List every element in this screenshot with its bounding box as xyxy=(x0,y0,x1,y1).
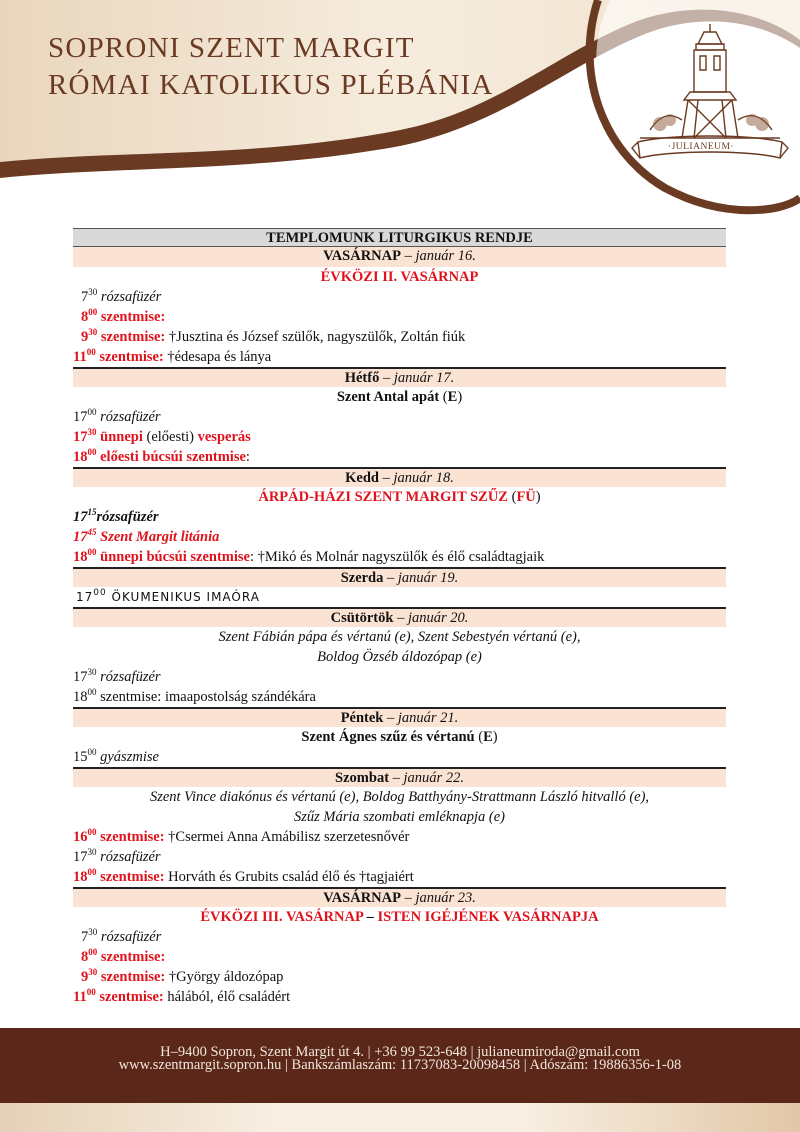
service-line xyxy=(73,687,726,707)
time: 17 xyxy=(76,590,94,604)
day-date: – január 22. xyxy=(389,770,464,786)
time: 18 xyxy=(73,449,88,465)
saint-of-day xyxy=(73,387,726,407)
time-minutes: 30 xyxy=(88,327,98,337)
time: 9 xyxy=(81,329,89,345)
time-minutes: 00 xyxy=(86,347,96,357)
service-line xyxy=(73,987,726,1007)
service-line xyxy=(73,307,726,327)
service-line xyxy=(73,407,726,427)
time-minutes: 00 xyxy=(87,407,97,417)
time: 9 xyxy=(81,969,89,985)
time: 17 xyxy=(73,429,88,445)
intention: †Csermei Anna Amábilisz szerzetesnővér xyxy=(164,829,410,845)
service-name: ÖKUMENIKUS IMAÓRA xyxy=(106,590,260,604)
saints-line-2: Boldog Özséb áldozópap (e) xyxy=(317,649,482,665)
service-line xyxy=(73,347,726,367)
schedule-title: TEMPLOMUNK LITURGIKUS RENDJE xyxy=(73,228,726,247)
service-line xyxy=(73,427,726,447)
time-minutes: 00 xyxy=(87,747,97,757)
rank-close: ) xyxy=(492,729,498,745)
service-name: szentmise: imaapostolság szándékára xyxy=(96,689,316,705)
rank: FÜ xyxy=(516,489,536,505)
parish-name-line2: RÓMAI KATOLIKUS PLÉBÁNIA xyxy=(48,69,494,101)
service-line xyxy=(73,827,726,847)
time-minutes: 00 xyxy=(88,947,98,957)
service-name: szentmise: xyxy=(97,969,166,985)
day-header-sunday-1 xyxy=(73,247,726,267)
service-name: szentmise: xyxy=(96,869,165,885)
day-header-saturday xyxy=(73,767,726,787)
service-name: ünnepi búcsúi szentmise xyxy=(96,549,250,565)
intention: : †Mikó és Molnár nagyszülők és élő családtagjaik xyxy=(250,549,545,565)
feast-name: ÁRPÁD-HÁZI SZENT MARGIT SZŰZ xyxy=(258,489,508,505)
time: 11 xyxy=(73,989,87,1005)
time-minutes: 00 xyxy=(88,307,98,317)
day-name: Szombat xyxy=(335,770,390,786)
feast-dash: – xyxy=(363,909,378,925)
service-line xyxy=(73,447,726,467)
day-date: – január 20. xyxy=(393,610,469,626)
time-minutes: 30 xyxy=(88,927,98,937)
service-line xyxy=(73,287,726,307)
intention: †Jusztina és József szülők, nagyszülők, Zoltán fiúk xyxy=(165,329,466,345)
logo-caption: ·JULIANEUM· xyxy=(667,142,735,152)
time: 17 xyxy=(73,509,88,525)
service-name: szentmise: xyxy=(96,829,165,845)
day-date: – január 23. xyxy=(400,890,476,906)
time: 7 xyxy=(81,929,89,945)
liturgical-schedule xyxy=(73,228,726,1007)
time-minutes: 45 xyxy=(87,527,97,537)
footer-stripe xyxy=(0,1103,800,1132)
time-minutes: 00 xyxy=(87,827,97,837)
rank: E xyxy=(447,389,458,405)
service-name: szentmise: xyxy=(95,349,164,365)
day-name: Hétfő xyxy=(344,370,380,386)
intention: Horváth és Grubits család élő és †tagjaiért xyxy=(164,869,414,885)
saint-name: Szent Ágnes szűz és vértanú xyxy=(301,729,475,745)
service-line xyxy=(73,967,726,987)
rank-open: ( xyxy=(507,489,517,505)
saint-name: Szent Antal apát xyxy=(336,389,440,405)
time: 11 xyxy=(73,349,87,365)
service-name: rózsafüzér xyxy=(97,289,162,305)
day-header-sunday-2 xyxy=(73,887,726,907)
feast-title xyxy=(73,487,726,507)
day-name: Kedd xyxy=(345,470,379,486)
day-name: VASÁRNAP xyxy=(323,890,401,906)
time: 17 xyxy=(73,409,88,425)
service-name: előesti búcsúi szentmise xyxy=(96,449,246,465)
rank-close: ) xyxy=(457,389,463,405)
service-name: szentmise: xyxy=(95,989,164,1005)
time-minutes: 15 xyxy=(87,507,97,517)
service-line xyxy=(73,587,726,607)
time-minutes: 30 xyxy=(88,967,98,977)
feast-title xyxy=(73,907,726,927)
service-note: (előesti) xyxy=(142,429,198,445)
intention: hálából, élő családért xyxy=(163,989,291,1005)
time: 16 xyxy=(73,829,88,845)
service-line xyxy=(73,507,726,527)
time: 17 xyxy=(73,529,88,545)
rank-close: ) xyxy=(535,489,541,505)
day-name: Csütörtök xyxy=(330,610,394,626)
service-name: rózsafüzér xyxy=(96,669,161,685)
service-line xyxy=(73,667,726,687)
time-minutes: 00 xyxy=(86,987,96,997)
day-date: – január 19. xyxy=(383,570,459,586)
service-name: szentmise: xyxy=(97,949,166,965)
page-header xyxy=(0,0,800,215)
day-header-tuesday xyxy=(73,467,726,487)
service-line xyxy=(73,327,726,347)
day-date: – január 16. xyxy=(400,248,476,264)
time: 18 xyxy=(73,689,88,705)
service-name: rózsafüzér xyxy=(96,409,161,425)
feast-title: ÉVKÖZI II. VASÁRNAP xyxy=(320,269,479,285)
time-minutes: 30 xyxy=(87,667,97,677)
intention: : xyxy=(245,449,250,465)
service-name: szentmise: xyxy=(97,329,166,345)
time: 17 xyxy=(73,669,88,685)
time: 7 xyxy=(81,289,89,305)
time-minutes: 00 xyxy=(93,588,107,598)
saint-of-day xyxy=(73,727,726,747)
time-minutes: 30 xyxy=(88,287,98,297)
bank-line: www.szentmargit.sopron.hu | Bankszámlaszám: 11737083-20098458 | Adószám: 19886356-1-08 xyxy=(118,1057,682,1073)
day-date: – január 21. xyxy=(383,710,459,726)
time: 8 xyxy=(81,949,89,965)
time-minutes: 00 xyxy=(87,447,97,457)
day-name: Péntek xyxy=(340,710,384,726)
feast-subtitle: ISTEN IGÉJÉNEK VASÁRNAPJA xyxy=(377,909,599,925)
day-header-thursday xyxy=(73,607,726,627)
time: 18 xyxy=(73,549,88,565)
service-name: gyászmise xyxy=(96,749,159,765)
service-name: Szent Margit litánia xyxy=(96,529,220,545)
service-name: rózsafüzér xyxy=(96,509,159,525)
time-minutes: 00 xyxy=(87,867,97,877)
intention: †édesapa és lánya xyxy=(163,349,272,365)
rank-open: ( xyxy=(474,729,484,745)
time-minutes: 00 xyxy=(87,547,97,557)
day-name: VASÁRNAP xyxy=(323,248,401,264)
time-minutes: 30 xyxy=(87,847,97,857)
service-line xyxy=(73,547,726,567)
service-line xyxy=(73,847,726,867)
day-header-friday xyxy=(73,707,726,727)
time-minutes: 30 xyxy=(87,427,97,437)
time: 15 xyxy=(73,749,88,765)
service-name: szentmise: xyxy=(97,309,166,325)
feast-name: ÉVKÖZI III. VASÁRNAP xyxy=(200,909,364,925)
service-line xyxy=(73,947,726,967)
service-name-2: vesperás xyxy=(197,429,251,445)
service-name: rózsafüzér xyxy=(96,849,161,865)
day-date: – január 17. xyxy=(379,370,455,386)
service-line xyxy=(73,747,726,767)
time: 8 xyxy=(81,309,89,325)
service-name: rózsafüzér xyxy=(97,929,162,945)
service-line xyxy=(73,927,726,947)
parish-name-line1: SOPRONI SZENT MARGIT xyxy=(48,32,415,64)
service-line xyxy=(73,867,726,887)
day-header-monday xyxy=(73,367,726,387)
day-header-wednesday xyxy=(73,567,726,587)
saints-line-1: Szent Vince diakónus és vértanú (e), Boldog Batthyány-Strattmann László hitvalló (e), xyxy=(149,789,650,805)
rank-open: ( xyxy=(439,389,448,405)
contact-line: H–9400 Sopron, Szent Margit út 4. | +36 99 523-648 | julianeumiroda@gmail.com xyxy=(160,1044,640,1060)
service-line xyxy=(73,527,726,547)
day-date: – január 18. xyxy=(378,470,454,486)
time: 18 xyxy=(73,869,88,885)
time-minutes: 00 xyxy=(87,687,97,697)
intention: †György áldozópap xyxy=(165,969,284,985)
day-name: Szerda xyxy=(340,570,384,586)
rank: E xyxy=(483,729,493,745)
saints-line-1: Szent Fábián pápa és vértanú (e), Szent Sebestyén vértanú (e), xyxy=(218,629,581,645)
page-footer xyxy=(0,1028,800,1103)
time: 17 xyxy=(73,849,88,865)
saints-line-2: Szűz Mária szombati emléknapja (e) xyxy=(293,809,506,825)
service-name: ünnepi xyxy=(96,429,143,445)
